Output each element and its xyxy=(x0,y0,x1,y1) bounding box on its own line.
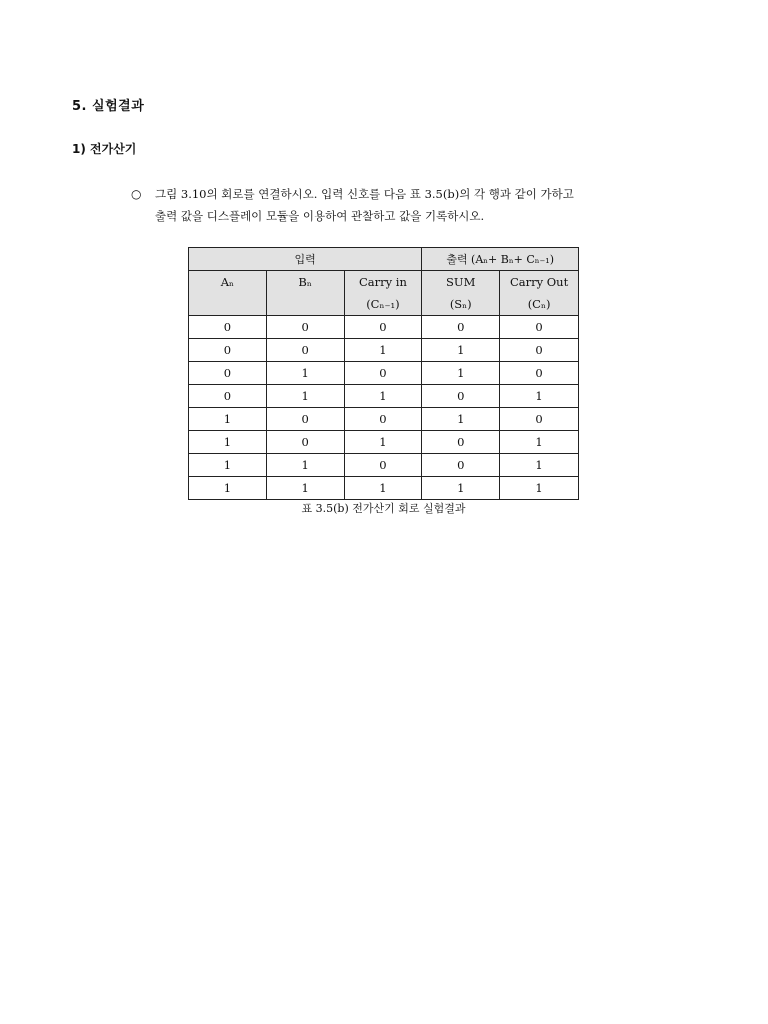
section-title-text: 실험결과 xyxy=(92,99,145,114)
cell-carry-out: 0 xyxy=(500,408,579,431)
table-body xyxy=(189,316,579,500)
column-header-a-label: Aₙ xyxy=(220,275,235,289)
table-row xyxy=(189,316,579,339)
cell-carry-out: 1 xyxy=(500,385,579,408)
cell-carry-in: 1 xyxy=(344,477,422,500)
cell-b: 0 xyxy=(266,339,344,362)
cell-carry-in: 0 xyxy=(344,454,422,477)
column-header-sum-label: SUM xyxy=(446,275,476,289)
cell-b: 1 xyxy=(266,477,344,500)
cell-a: 0 xyxy=(189,339,267,362)
table-row xyxy=(189,454,579,477)
cell-carry-out: 1 xyxy=(500,454,579,477)
input-group-header: 입력 xyxy=(189,248,422,271)
cell-b: 0 xyxy=(266,408,344,431)
table-row xyxy=(189,408,579,431)
cell-sum: 0 xyxy=(422,454,500,477)
cell-a: 1 xyxy=(189,408,267,431)
cell-sum: 1 xyxy=(422,339,500,362)
cell-carry-in: 0 xyxy=(344,408,422,431)
section-title xyxy=(72,95,144,114)
section-number: 5. xyxy=(72,99,87,114)
instruction-paragraph xyxy=(131,183,691,227)
table-group-header-row xyxy=(189,248,579,271)
cell-sum: 0 xyxy=(422,316,500,339)
cell-a: 0 xyxy=(189,316,267,339)
column-header-carry-in xyxy=(344,271,422,316)
cell-b: 1 xyxy=(266,385,344,408)
column-header-b xyxy=(266,271,344,316)
cell-a: 1 xyxy=(189,431,267,454)
cell-carry-out: 1 xyxy=(500,431,579,454)
cell-sum: 1 xyxy=(422,362,500,385)
column-header-carry-out xyxy=(500,271,579,316)
cell-b: 0 xyxy=(266,431,344,454)
output-group-header: 출력 (Aₙ+ Bₙ+ Cₙ₋₁) xyxy=(422,248,579,271)
cell-carry-in: 1 xyxy=(344,431,422,454)
full-adder-result-table xyxy=(188,247,579,500)
cell-a: 0 xyxy=(189,362,267,385)
cell-sum: 0 xyxy=(422,431,500,454)
column-header-carry-out-symbol: (Cₙ) xyxy=(527,297,551,311)
cell-b: 0 xyxy=(266,316,344,339)
cell-carry-out: 0 xyxy=(500,362,579,385)
cell-sum: 0 xyxy=(422,385,500,408)
cell-a: 1 xyxy=(189,477,267,500)
column-header-carry-in-label: Carry in xyxy=(358,275,407,289)
cell-carry-in: 1 xyxy=(344,385,422,408)
cell-b: 1 xyxy=(266,362,344,385)
cell-carry-out: 0 xyxy=(500,339,579,362)
subsection-number: 1) xyxy=(72,142,86,156)
instruction-line-2: 출력 값을 디스플레이 모듈을 이용하여 관찰하고 값을 기록하시오. xyxy=(155,209,485,223)
subsection-title xyxy=(72,140,136,157)
instruction-line-1: 그림 3.10의 회로를 연결하시오. 입력 신호를 다음 표 3.5(b)의 각 행과 같이 가하고 xyxy=(155,187,574,201)
circle-bullet-icon: ○ xyxy=(131,187,142,201)
column-header-b-label: Bₙ xyxy=(298,275,312,289)
cell-carry-out: 0 xyxy=(500,316,579,339)
cell-sum: 1 xyxy=(422,477,500,500)
table-row xyxy=(189,339,579,362)
table-caption: 표 3.5(b) 전가산기 회로 실험결과 xyxy=(301,502,466,515)
column-header-a xyxy=(189,271,267,316)
table-row xyxy=(189,477,579,500)
table-row xyxy=(189,362,579,385)
table-row xyxy=(189,385,579,408)
cell-a: 1 xyxy=(189,454,267,477)
cell-carry-in: 0 xyxy=(344,362,422,385)
subsection-title-text: 전가산기 xyxy=(90,142,137,156)
cell-a: 0 xyxy=(189,385,267,408)
column-header-carry-out-label: Carry Out xyxy=(509,275,569,289)
table-row xyxy=(189,431,579,454)
cell-carry-out: 1 xyxy=(500,477,579,500)
cell-carry-in: 1 xyxy=(344,339,422,362)
table-column-header-row xyxy=(189,271,579,316)
cell-sum: 1 xyxy=(422,408,500,431)
column-header-carry-in-symbol: (Cₙ₋₁) xyxy=(366,297,400,311)
cell-carry-in: 0 xyxy=(344,316,422,339)
cell-b: 1 xyxy=(266,454,344,477)
column-header-sum xyxy=(422,271,500,316)
column-header-sum-symbol: (Sₙ) xyxy=(449,297,472,311)
